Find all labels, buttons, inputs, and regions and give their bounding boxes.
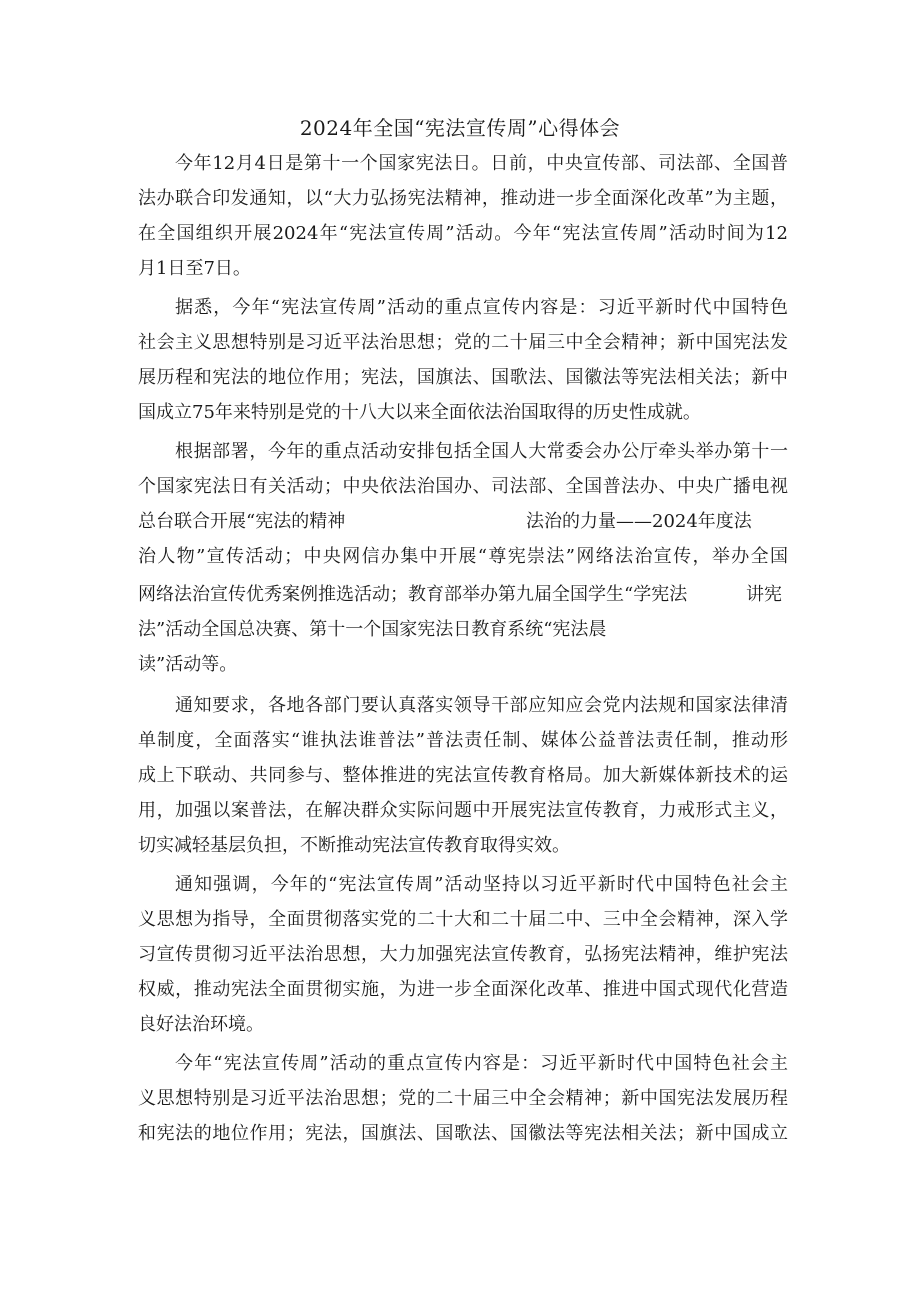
paragraph-line: 和宪法的地位作用；宪法，国旗法、国歌法、国徽法等宪法相关法；新中国成立 [138,1123,788,1144]
paragraph-line: 展历程和宪法的地位作用；宪法，国旗法、国歌法、国徽法等宪法相关法；新中 [138,367,788,388]
paragraph-line: 今年12月4日是第十一个国家宪法日。日前，中央宣传部、司法部、全国普 [175,153,788,174]
paragraph-line: 义思想特别是习近平法治思想；党的二十届三中全会精神；新中国宪法发展历程 [138,1088,788,1109]
paragraph-line: 根据部署，今年的重点活动安排包括全国人大常委会办公厅牵头举办第十一 [175,441,788,462]
paragraph-line: 通知要求，各地各部门要认真落实领导干部应知应会党内法规和国家法律清 [175,695,788,716]
paragraph-line: 治人物”宣传活动；中央网信办集中开展“尊宪崇法”网络法治宣传，举办全国 [138,546,788,567]
paragraph-line: 义思想为指导，全面贯彻落实党的二十大和二十届二中、三中全会精神，深入学 [138,909,788,930]
paragraph-line: 切实减轻基层负担，不断推动宪法宣传教育取得实效。 [138,835,570,856]
paragraph-line: 国成立75年来特别是党的十八大以来全面依法治国取得的历史性成就。 [138,402,701,423]
paragraph-line: 通知强调，今年的“宪法宣传周”活动坚持以习近平新时代中国特色社会主 [175,874,788,895]
paragraph-line: 月1日至7日。 [138,258,251,279]
document-title: 2024年全国“宪法宣传周”心得体会 [299,116,621,140]
paragraph-fragment: 法治的力量——2024年度法 [526,511,752,532]
paragraph-line: 据悉，今年“宪法宣传周”活动的重点宣传内容是：习近平新时代中国特色 [175,297,788,318]
paragraph-line: 今年“宪法宣传周”活动的重点宣传内容是：习近平新时代中国特色社会主 [175,1053,788,1074]
paragraph-fragment: 网络法治宣传优秀案例推选活动；教育部举办第九届全国学生“学宪法 [138,584,688,605]
paragraph-fragment: 法”活动全国总决赛、第十一个国家宪法日教育系统“宪法晨 [138,619,607,640]
paragraph-line: 良好法治环境。 [138,1014,264,1035]
paragraph-line: 单制度，全面落实“谁执法谁普法”普法责任制、媒体公益普法责任制，推动形 [138,730,788,751]
paragraph-fragment: 总台联合开展“宪法的精神 [138,511,346,532]
paragraph-fragment: 读”活动等。 [138,654,238,675]
paragraph-line: 权威，推动宪法全面贯彻实施，为进一步全面深化改革、推进中国式现代化营造 [138,979,788,1000]
paragraph-fragment: 讲宪 [746,584,782,605]
paragraph-line: 个国家宪法日有关活动；中央依法治国办、司法部、全国普法办、中央广播电视 [138,476,788,497]
paragraph-line: 习宣传贯彻习近平法治思想，大力加强宪法宣传教育，弘扬宪法精神，维护宪法 [138,944,788,965]
paragraph-line: 在全国组织开展2024年“宪法宣传周”活动。今年“宪法宣传周”活动时间为12 [138,223,788,244]
paragraph-line: 法办联合印发通知，以“大力弘扬宪法精神，推动进一步全面深化改革”为主题， [138,188,788,209]
paragraph-line: 用，加强以案普法，在解决群众实际问题中开展宪法宣传教育，力戒形式主义， [138,800,788,821]
paragraph-line: 社会主义思想特别是习近平法治思想；党的二十届三中全会精神；新中国宪法发 [138,332,788,353]
paragraph-line: 成上下联动、共同参与、整体推进的宪法宣传教育格局。加大新媒体新技术的运 [138,765,788,786]
